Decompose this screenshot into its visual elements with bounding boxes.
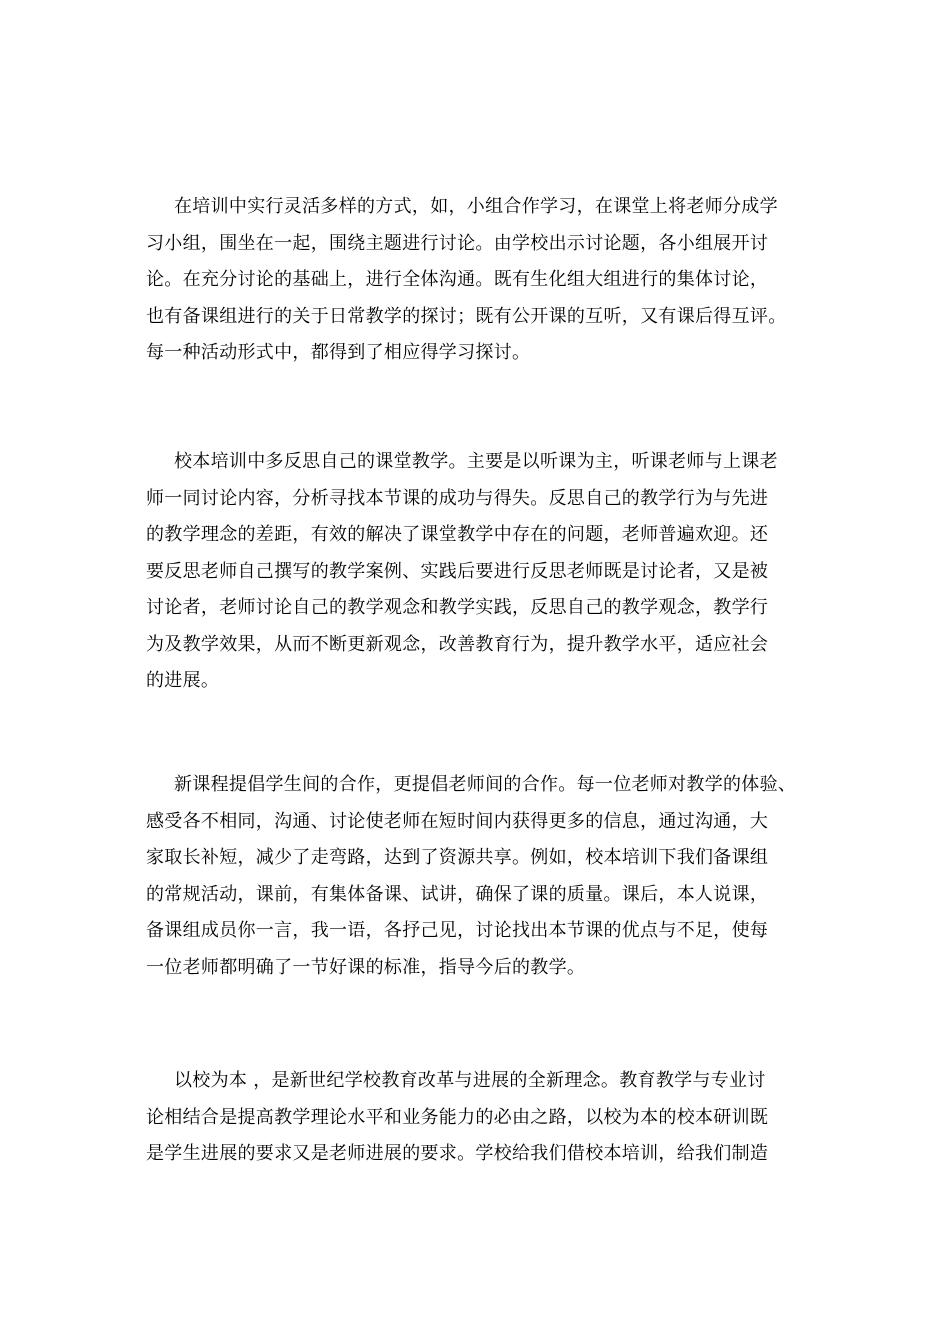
paragraph-line: 也有备课组进行的关于日常教学的探讨；既有公开课的互听，又有课后得互评。: [146, 305, 787, 327]
paragraph-line: 一位老师都明确了一节好课的标准，指导今后的教学。: [146, 956, 586, 978]
paragraph-line: 讨论者，老师讨论自己的教学观念和教学实践，反思自己的教学观念，教学行: [146, 597, 769, 618]
paragraph-line: 家取长补短，减少了走弯路，达到了资源共享。例如，校本培训下我们备课组: [146, 847, 769, 868]
paragraph-line: 为及教学效果，从而不断更新观念，改善教育行为，提升教学水平，适应社会: [146, 633, 769, 655]
paragraph-line: 习小组，围坐在一起，围绕主题进行讨论。由学校出示讨论题，各小组展开讨: [146, 232, 769, 254]
paragraph-line: 新课程提倡学生间的合作，更提倡老师间的合作。每一位老师对教学的体验、: [174, 774, 797, 795]
paragraph-line: 的常规活动，课前，有集体备课、试讲，确保了课的质量。课后，本人说课，: [146, 883, 769, 905]
paragraph-training-methods: [146, 189, 846, 372]
paragraph-line: 论相结合是提高教学理论水平和业务能力的必由之路，以校为本的校本研训既: [146, 1106, 769, 1128]
paragraph-cooperation: [146, 767, 846, 986]
paragraph-reflection: [146, 444, 846, 700]
paragraph-line: 论。在充分讨论的基础上，进行全体沟通。既有生化组大组进行的集体讨论，: [146, 269, 769, 290]
paragraph-school-based: [146, 1063, 846, 1173]
paragraph-line: 的教学理念的差距，有效的解决了课堂教学中存在的问题，老师普遍欢迎。还: [146, 524, 769, 545]
paragraph-line: 师一同讨论内容，分析寻找本节课的成功与得失。反思自己的教学行为与先进: [146, 487, 769, 509]
paragraph-line: 以校为本 ，是新世纪学校教育改革与进展的全新理念。教育教学与专业讨: [174, 1070, 766, 1091]
paragraph-line: 每一种活动形式中，都得到了相应得学习探讨。: [146, 342, 531, 363]
paragraph-line: 校本培训中多反思自己的课堂教学。主要是以听课为主，听课老师与上课老: [174, 451, 778, 472]
paragraph-line: 是学生进展的要求又是老师进展的要求。学校给我们借校本培训，给我们制造: [146, 1143, 769, 1164]
paragraph-line: 要反思老师自己撰写的教学案例、实践后要进行反思老师既是讨论者，又是被: [146, 560, 769, 582]
paragraph-line: 感受各不相同，沟通、讨论使老师在短时间内获得更多的信息，通过沟通，大: [146, 810, 769, 832]
paragraph-line: 的进展。: [146, 670, 220, 691]
paragraph-line: 备课组成员你一言，我一语，各抒己见，讨论找出本节课的优点与不足，使每: [146, 920, 769, 941]
paragraph-line: 在培训中实行灵活多样的方式，如，小组合作学习，在课堂上将老师分成学: [174, 196, 778, 217]
